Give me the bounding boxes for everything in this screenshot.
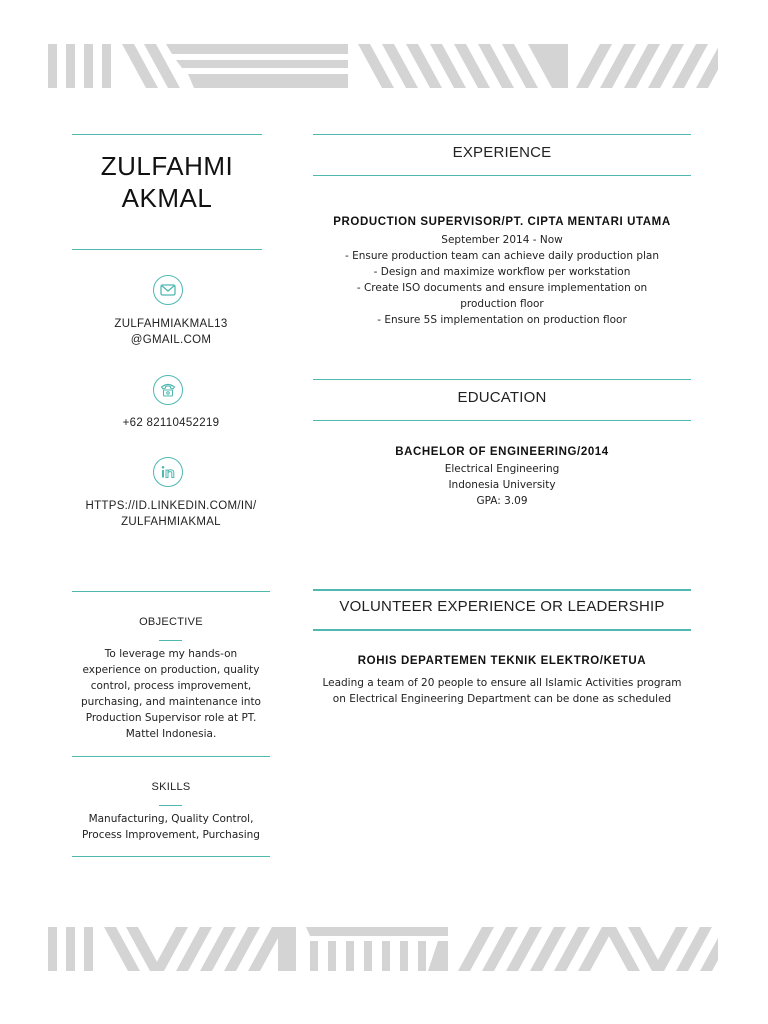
experience-job-title: PRODUCTION SUPERVISOR/PT. CIPTA MENTARI UTAMA (333, 216, 671, 228)
divider (313, 175, 691, 176)
divider (72, 249, 262, 250)
volunteer-heading: VOLUNTEER EXPERIENCE OR LEADERSHIP (339, 598, 665, 615)
email-address[interactable] (72, 316, 270, 348)
skills-text: Manufacturing, Quality Control, Process Improvement, Purchasing (82, 813, 260, 841)
education-degree: BACHELOR OF ENGINEERING/2014 (395, 446, 609, 458)
experience-details (316, 232, 688, 328)
candidate-name (72, 150, 262, 214)
email-line-1: ZULFAHMIAKMAL13 (114, 318, 228, 330)
experience-bullet: - Create ISO documents and ensure implementation on production floor (356, 282, 648, 310)
experience-bullet: - Design and maximize workflow per workstation (373, 266, 631, 278)
name-last: AKMAL (121, 183, 213, 213)
divider (72, 756, 270, 757)
education-heading: EDUCATION (457, 389, 547, 406)
envelope-icon (153, 275, 183, 305)
volunteer-role: ROHIS DEPARTEMEN TEKNIK ELEKTRO/KETUA (357, 655, 647, 667)
phone-number[interactable]: +62 82110452219 (122, 417, 220, 429)
divider (72, 856, 270, 857)
linkedin-url[interactable] (72, 498, 270, 530)
email-line-2: @GMAIL.COM (130, 334, 212, 346)
linkedin-line-2: ZULFAHMIAKMAL (121, 516, 221, 528)
skills-heading: SKILLS (151, 781, 191, 793)
linkedin-icon (153, 457, 183, 487)
experience-bullet: - Ensure 5S implementation on production floor (377, 314, 627, 326)
divider (313, 629, 691, 631)
name-first: ZULFAHMI (100, 151, 234, 181)
education-details (316, 461, 688, 509)
divider (313, 379, 691, 380)
education-gpa: GPA: 3.09 (476, 495, 528, 507)
divider (72, 134, 262, 135)
education-major: Electrical Engineering (444, 463, 560, 475)
education-school: Indonesia University (448, 479, 556, 491)
objective-text: To leverage my hands-on experience on production, quality control, process improvement, purchasing, and maintenance into Production Supervisor role at PT. Mattel Indonesia. (81, 648, 261, 740)
experience-period: September 2014 - Now (441, 234, 563, 246)
volunteer-description (316, 675, 688, 707)
experience-bullet: - Ensure production team can achieve daily production plan (344, 250, 660, 262)
linkedin-line-1: HTTPS://ID.LINKEDIN.COM/IN/ (85, 500, 257, 512)
divider (159, 805, 182, 806)
divider (72, 591, 270, 592)
decorative-pattern-top (48, 44, 718, 88)
divider (159, 640, 182, 641)
objective-heading: OBJECTIVE (139, 616, 203, 628)
volunteer-description-text: Leading a team of 20 people to ensure all Islamic Activities program on Electrical Engineering Department can be done as scheduled (322, 677, 682, 705)
divider (313, 589, 691, 591)
experience-heading: EXPERIENCE (452, 144, 552, 161)
decorative-pattern-bottom (48, 927, 718, 971)
divider (313, 134, 691, 135)
telephone-icon (153, 375, 183, 405)
divider (313, 420, 691, 421)
